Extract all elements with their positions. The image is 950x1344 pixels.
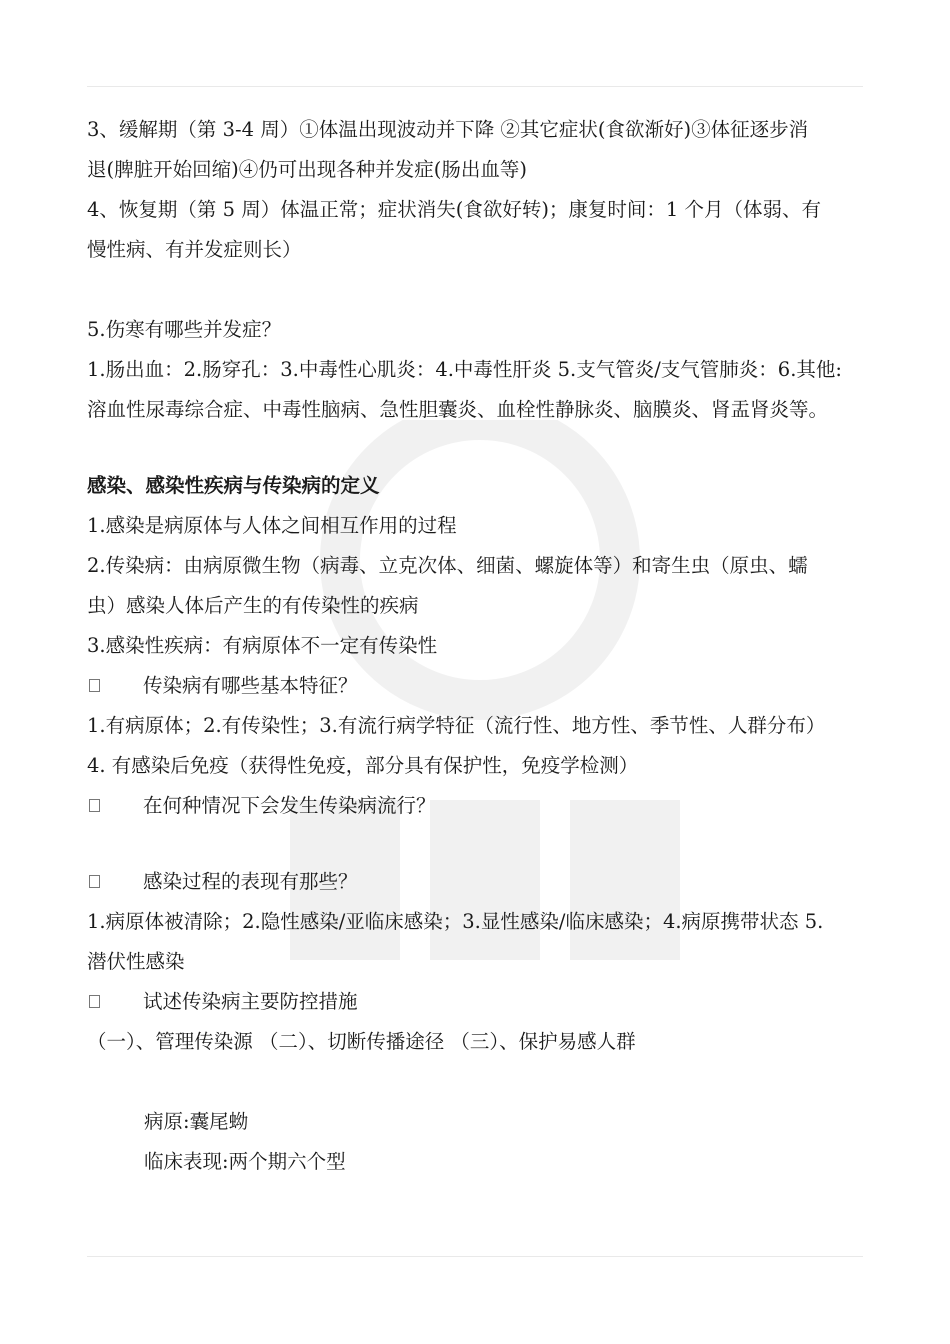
question-text: 感染过程的表现有那些？	[143, 870, 358, 893]
remission-stage-line-2: 退(脾脏开始回缩)④仍可出现各种并发症(肠出血等)	[87, 158, 527, 181]
section-heading: 感染、感染性疾病与传染病的定义	[87, 474, 380, 497]
checkbox-icon	[89, 995, 100, 1008]
infection-process-line-1: 1.病原体被清除；2.隐性感染/亚临床感染；3.显性感染/临床感染；4.病原携带状态 5.	[87, 910, 824, 933]
definition-infection: 1.感染是病原体与人体之间相互作用的过程	[87, 514, 457, 537]
clinical-presentation-line: 临床表现:两个期六个型	[144, 1150, 346, 1173]
checkbox-icon	[89, 799, 100, 812]
complications-line-2: 溶血性尿毒综合症、中毒性脑病、急性胆囊炎、血栓性静脉炎、脑膜炎、肾盂肾炎等。	[87, 398, 829, 421]
document-body	[87, 110, 877, 1182]
question-item	[87, 786, 877, 826]
control-measures: （一）、管理传染源 （二）、切断传播途径 （三）、保护易感人群	[87, 1030, 636, 1053]
definition-communicable-line-1: 2.传染病：由病原微生物（病毒、立克次体、细菌、螺旋体等）和寄生虫（原虫、蠕	[87, 554, 808, 577]
recovery-stage-line-1: 4、恢复期（第 5 周）体温正常；症状消失(食欲好转)；康复时间：1 个月（体弱、有	[87, 198, 822, 221]
definition-communicable-line-2: 虫）感染人体后产生的有传染性的疾病	[87, 594, 419, 617]
infection-process-line-2: 潜伏性感染	[87, 950, 185, 973]
remission-stage-line-1: 3、缓解期（第 3-4 周）①体温出现波动并下降 ②其它症状(食欲渐好)③体征逐步消	[87, 118, 809, 141]
pathogen-line: 病原:囊尾蚴	[144, 1110, 249, 1133]
features-line-1: 1.有病原体；2.有传染性；3.有流行病学特征（流行性、地方性、季节性、人群分布）	[87, 714, 826, 737]
question-item	[87, 666, 877, 706]
header-rule	[87, 86, 863, 87]
footer-rule	[87, 1256, 863, 1257]
features-line-2: 4. 有感染后免疫（获得性免疫，部分具有保护性，免疫学检测）	[87, 754, 639, 777]
complications-question: 5.伤寒有哪些并发症？	[87, 318, 282, 341]
checkbox-icon	[89, 679, 100, 692]
question-text: 传染病有哪些基本特征？	[143, 674, 358, 697]
definition-infectious: 3.感染性疾病：有病原体不一定有传染性	[87, 634, 438, 657]
complications-line-1: 1.肠出血：2.肠穿孔：3.中毒性心肌炎：4.中毒性肝炎 5.支气管炎/支气管肺炎：6.其他:	[87, 358, 842, 381]
question-item	[87, 862, 877, 902]
recovery-stage-line-2: 慢性病、有并发症则长）	[87, 238, 302, 261]
checkbox-icon	[89, 875, 100, 888]
question-item	[87, 982, 877, 1022]
question-text: 在何种情况下会发生传染病流行？	[143, 794, 436, 817]
question-text: 试述传染病主要防控措施	[143, 990, 358, 1013]
